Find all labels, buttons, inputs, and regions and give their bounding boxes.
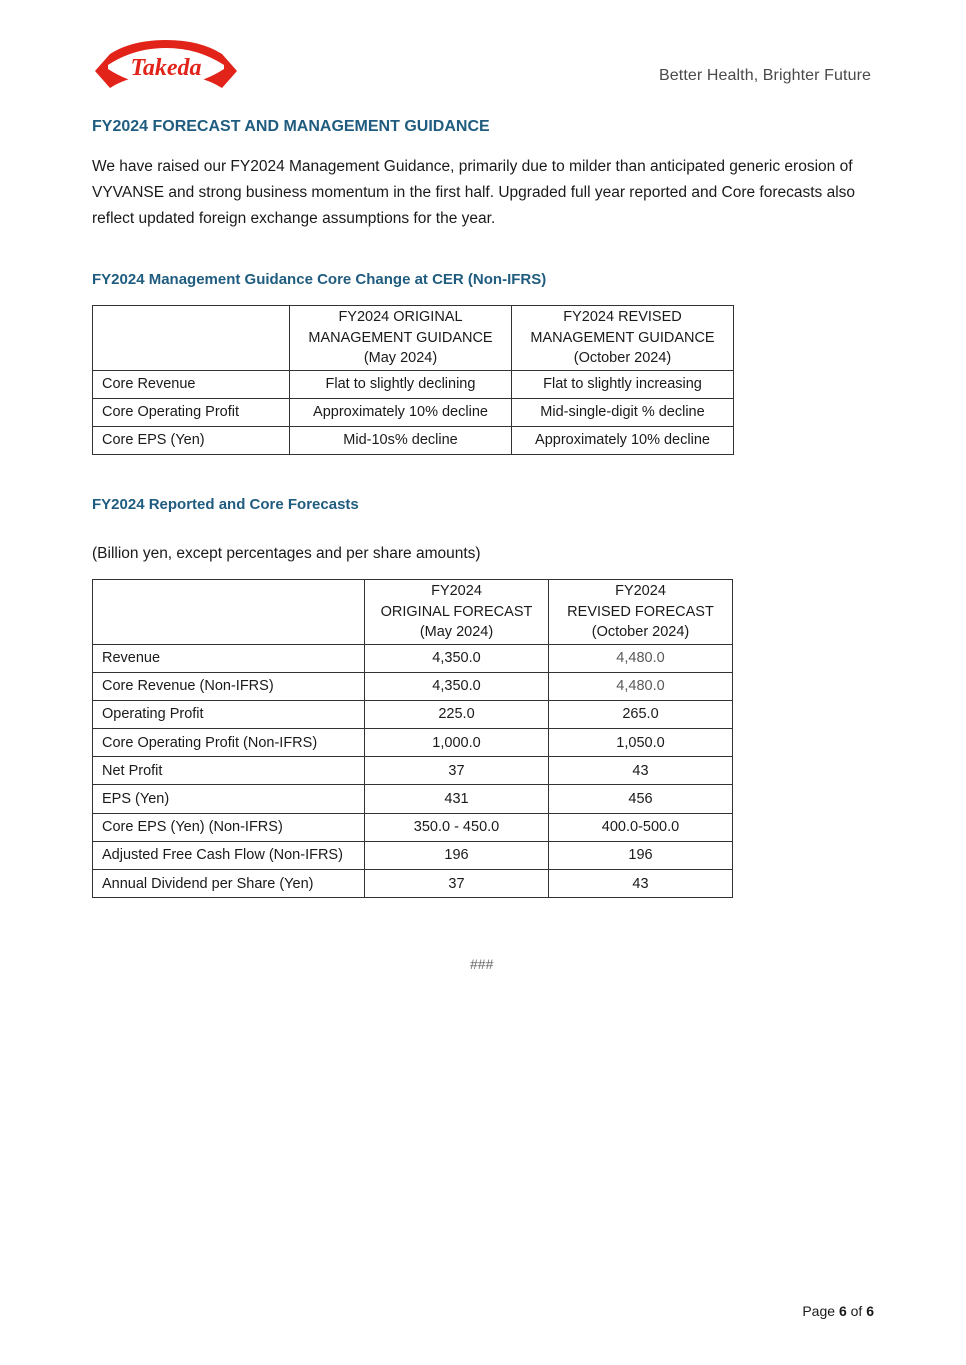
table-row [93, 870, 733, 898]
row-label: Core EPS (Yen) [93, 426, 290, 454]
table-row [93, 398, 734, 426]
original-value: Approximately 10% decline [290, 398, 512, 426]
header-empty-cell [93, 580, 365, 645]
revised-value: Flat to slightly increasing [512, 370, 734, 398]
header-original [365, 580, 549, 645]
header-revised [549, 580, 733, 645]
header-line: MANAGEMENT GUIDANCE [308, 329, 493, 346]
end-mark: ### [470, 956, 494, 972]
original-value: 37 [365, 870, 549, 898]
table-row [93, 644, 733, 672]
header-line: FY2024 ORIGINAL [338, 309, 463, 325]
header-empty-cell [93, 306, 290, 371]
forecast-table-title: FY2024 Reported and Core Forecasts [92, 496, 359, 513]
row-label: Operating Profit [93, 700, 365, 728]
row-label: Annual Dividend per Share (Yen) [93, 870, 365, 898]
page-number [802, 1303, 874, 1319]
units-note: (Billion yen, except percentages and per share amounts) [92, 545, 481, 562]
original-value: 4,350.0 [365, 672, 549, 700]
original-value: 350.0 - 450.0 [365, 813, 549, 841]
table-row [93, 370, 734, 398]
forecast-table [92, 579, 733, 898]
takeda-logo [92, 38, 240, 92]
revised-value: Mid-single-digit % decline [512, 398, 734, 426]
table-header-row [93, 306, 734, 371]
original-value: 37 [365, 757, 549, 785]
table-row [93, 700, 733, 728]
guidance-table [92, 305, 734, 455]
row-label: Core EPS (Yen) (Non-IFRS) [93, 813, 365, 841]
header-line: REVISED FORECAST [567, 603, 714, 620]
row-label: Core Revenue [93, 370, 290, 398]
revised-value: 400.0-500.0 [549, 813, 733, 841]
table-row [93, 813, 733, 841]
header-line: (October 2024) [591, 624, 690, 640]
table-row [93, 785, 733, 813]
table-row [93, 426, 734, 454]
header-line: ORIGINAL FORECAST [380, 603, 533, 620]
row-label: Adjusted Free Cash Flow (Non-IFRS) [93, 841, 365, 869]
revised-value: 456 [549, 785, 733, 813]
guidance-table-title: FY2024 Management Guidance Core Change at CER (Non-IFRS) [92, 271, 547, 288]
revised-value: 196 [549, 841, 733, 869]
header-line: (May 2024) [419, 624, 494, 640]
revised-value: 1,050.0 [549, 729, 733, 757]
page-prefix: Page [802, 1303, 836, 1319]
revised-value: 4,480.0 [549, 644, 733, 672]
header-line: (October 2024) [573, 350, 672, 366]
header-tagline: Better Health, Brighter Future [659, 67, 871, 84]
original-value: Mid-10s% decline [290, 426, 512, 454]
original-value: 4,350.0 [365, 644, 549, 672]
original-value: 196 [365, 841, 549, 869]
table-row [93, 672, 733, 700]
page-of: of [850, 1303, 863, 1319]
original-value: Flat to slightly declining [290, 370, 512, 398]
row-label: Core Operating Profit [93, 398, 290, 426]
row-label: Core Operating Profit (Non-IFRS) [93, 729, 365, 757]
original-value: 225.0 [365, 700, 549, 728]
revised-value: 43 [549, 757, 733, 785]
row-label: EPS (Yen) [93, 785, 365, 813]
header-line: FY2024 REVISED [563, 309, 682, 325]
logo-wordmark: Takeda [130, 55, 202, 81]
table-row [93, 757, 733, 785]
original-value: 1,000.0 [365, 729, 549, 757]
revised-value: 265.0 [549, 700, 733, 728]
header-line: FY2024 [615, 583, 666, 599]
table-header-row [93, 580, 733, 645]
header-line: FY2024 [431, 583, 482, 599]
revised-value: 4,480.0 [549, 672, 733, 700]
header-line: MANAGEMENT GUIDANCE [530, 329, 715, 346]
revised-value: 43 [549, 870, 733, 898]
table-row [93, 841, 733, 869]
page-total: 6 [866, 1303, 874, 1319]
header-line: (May 2024) [363, 350, 438, 366]
row-label: Revenue [93, 644, 365, 672]
header-revised [512, 306, 734, 371]
revised-value: Approximately 10% decline [512, 426, 734, 454]
original-value: 431 [365, 785, 549, 813]
section-title: FY2024 FORECAST AND MANAGEMENT GUIDANCE [92, 118, 490, 135]
table-row [93, 729, 733, 757]
row-label: Net Profit [93, 757, 365, 785]
page-current: 6 [838, 1303, 847, 1319]
row-label: Core Revenue (Non-IFRS) [93, 672, 365, 700]
header-original [290, 306, 512, 371]
intro-paragraph: We have raised our FY2024 Management Guidance, primarily due to milder than anticipated generic erosion of VYVANSE and strong business momentum in the first half. Upgraded full year reported and Core forecasts also reflect updated foreign exchange assumptions for the year. [92, 158, 856, 227]
